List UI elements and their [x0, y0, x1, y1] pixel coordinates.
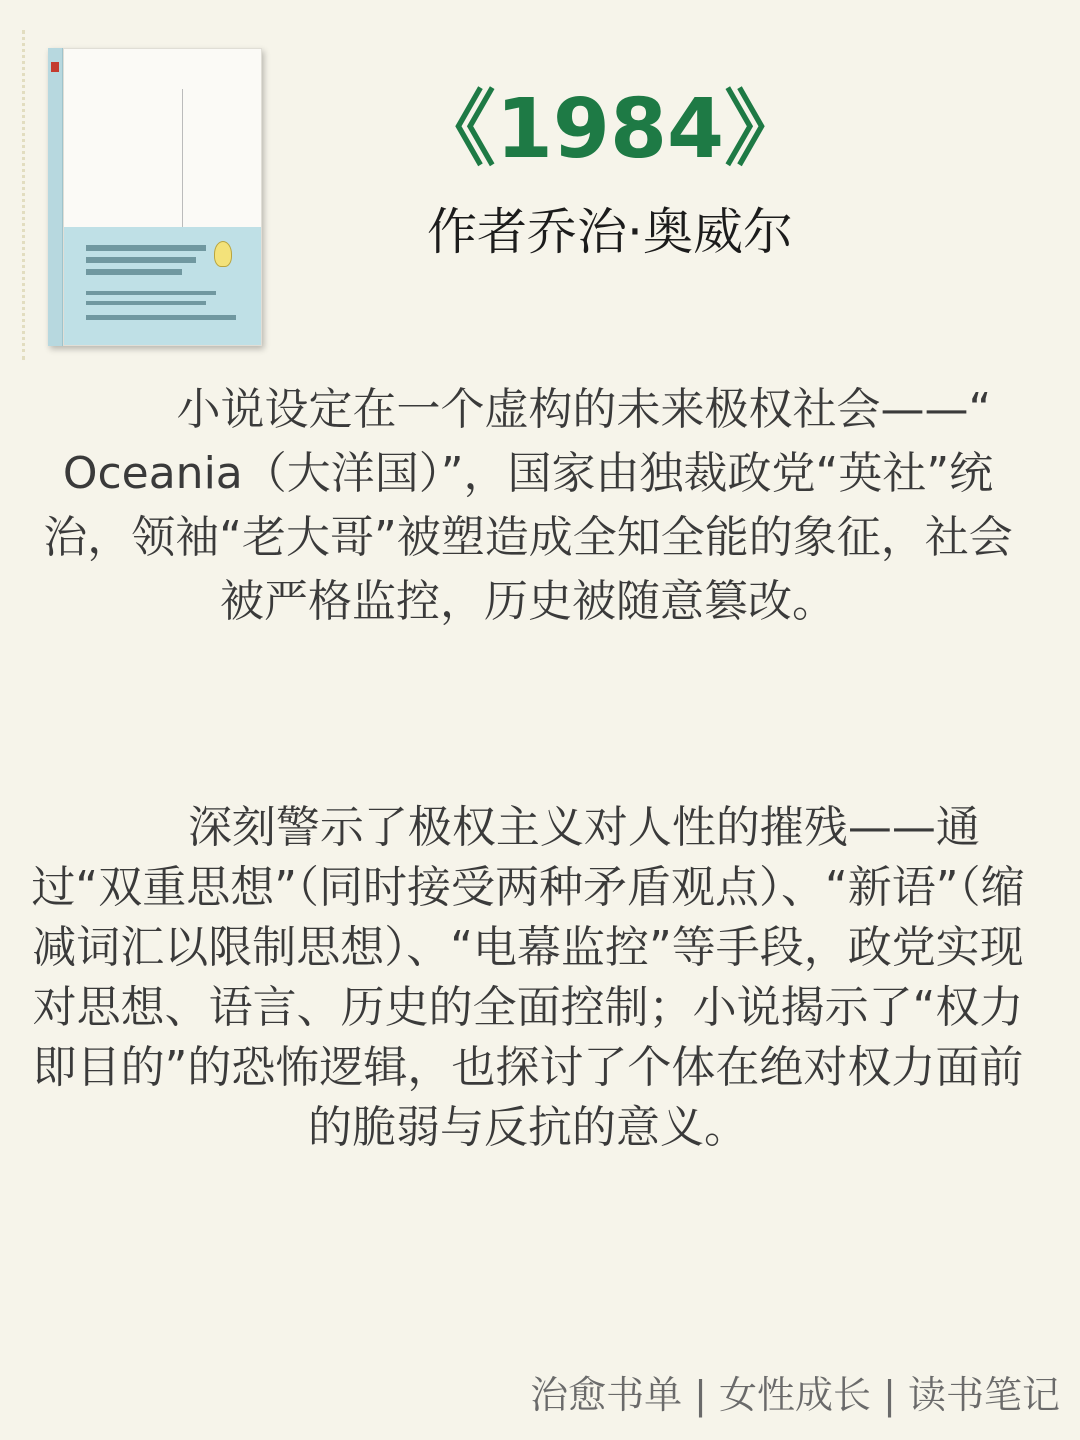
book-title: 《1984》 [413, 82, 807, 177]
publisher-logo-icon [51, 62, 59, 72]
footer-tags: 治愈书单 | 女性成长 | 读书笔记 [530, 1373, 1060, 1417]
lightbulb-icon [214, 241, 232, 267]
summary-paragraph-setting: 小说设定在一个虚构的未来极权社会——“ Oceania（大洋国）”，国家由独裁政党“英社”统治，领袖“老大哥”被塑造成全知全能的象征，社会被严格监控，历史被随意篡改。 [43, 384, 1013, 627]
cover-text-block [86, 245, 206, 251]
book-spine [48, 48, 63, 346]
cover-text-block [86, 315, 236, 320]
cover-divider [182, 89, 183, 239]
cover-text-block [86, 301, 206, 305]
book-cover-face [63, 48, 262, 346]
cover-text-block [86, 291, 216, 295]
book-author: 作者乔治·奥威尔 [427, 203, 793, 261]
decorative-dotted-edge [22, 30, 25, 360]
summary-paragraph-theme: 深刻警示了极权主义对人性的摧残——通过“双重思想”（同时接受两种矛盾观点）、“新语”（缩减词汇以限制思想）、“电幕监控”等手段，政党实现对思想、语言、历史的全面控制；小说揭示了“权力即目的”的恐怖逻辑，也探讨了个体在绝对权力面前的脆弱与反抗的意义。 [31, 802, 1025, 1153]
book-cover-image [48, 48, 262, 346]
cover-text-block [86, 257, 196, 263]
cover-text-block [86, 269, 182, 275]
